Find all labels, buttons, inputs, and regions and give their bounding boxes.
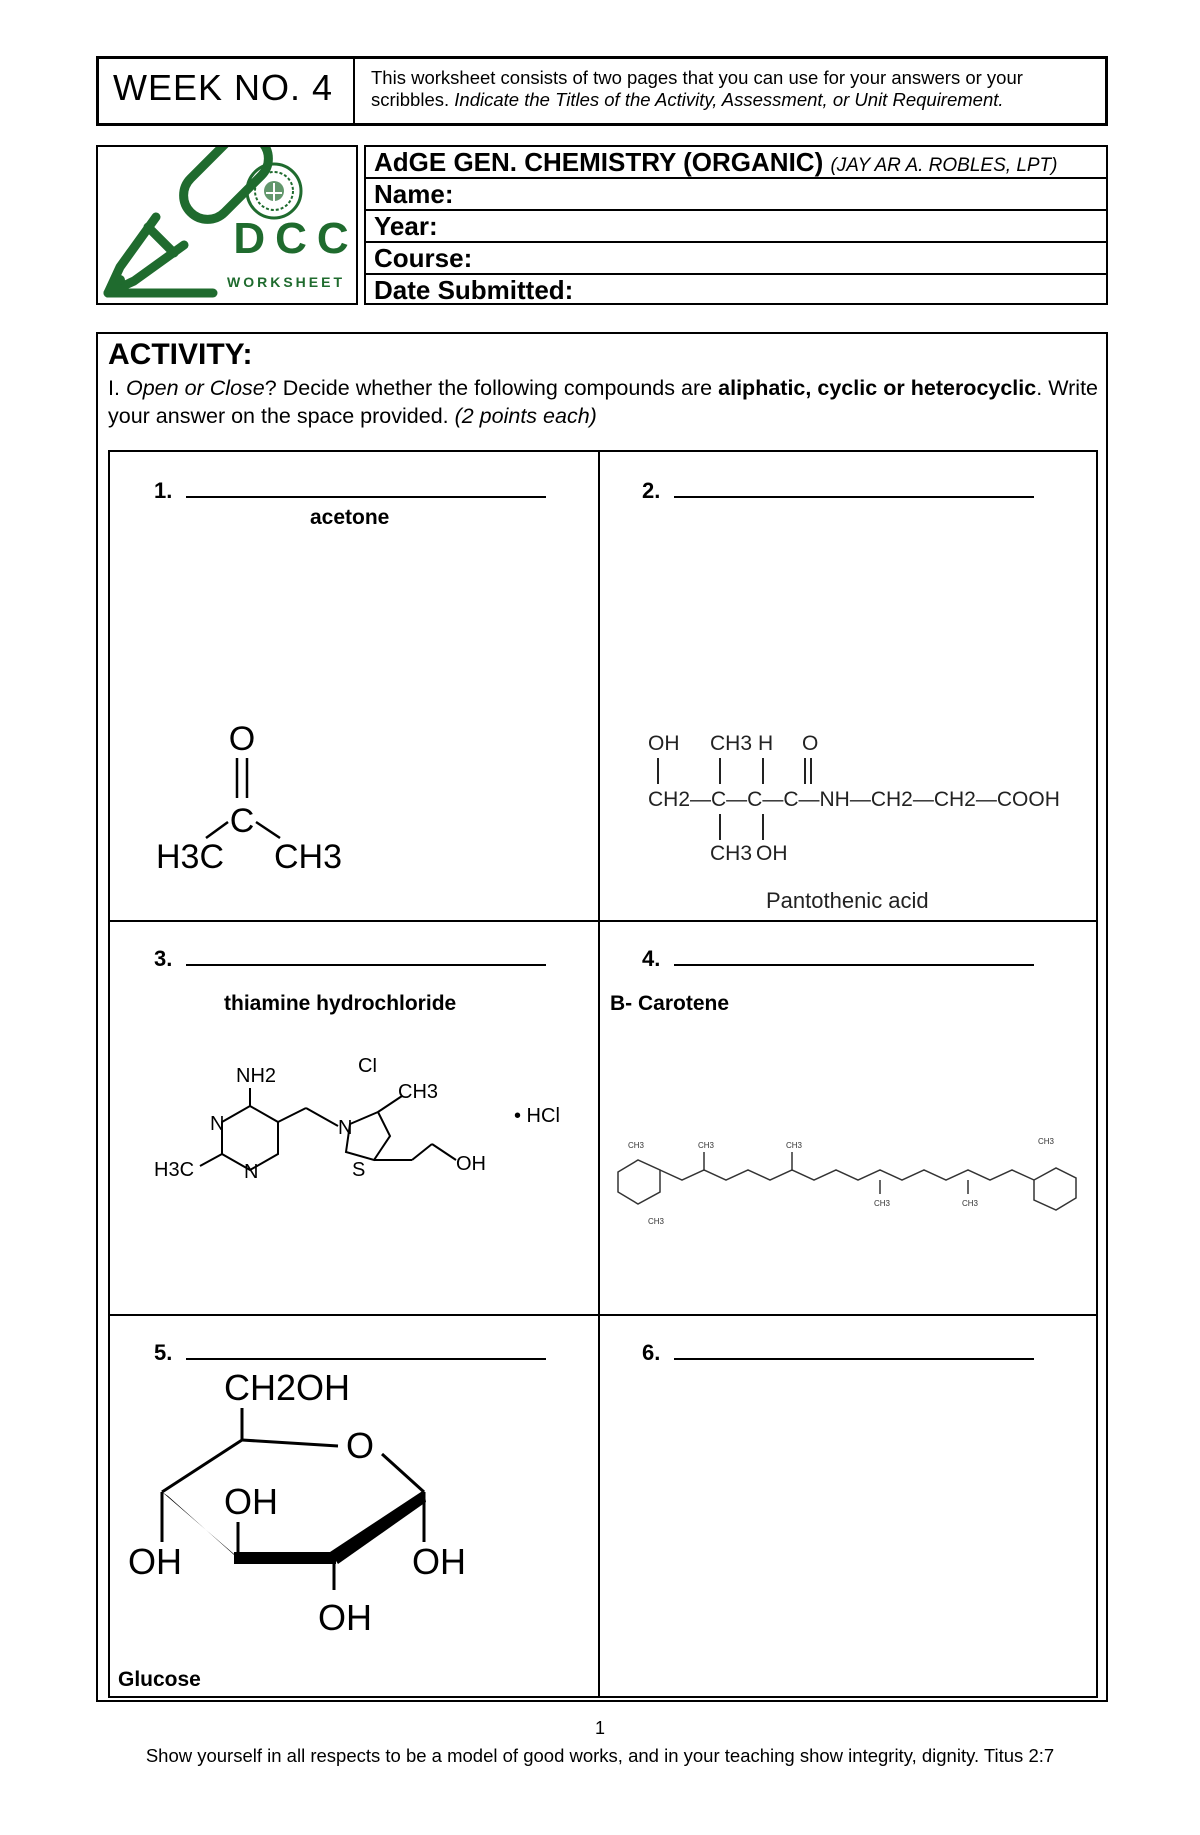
atom-label: OH xyxy=(648,732,680,755)
course-title-row xyxy=(366,147,1106,179)
question-number: 2. xyxy=(642,478,661,503)
question-number: 5. xyxy=(154,1340,173,1365)
instruction-bold: aliphatic, cyclic or heterocyclic xyxy=(718,376,1037,400)
worksheet-note-italic: Indicate the Titles of the Activity, Assessment, or Unit Requirement. xyxy=(454,89,1004,110)
activity-section xyxy=(96,332,1108,1702)
week-title: WEEK NO. 4 xyxy=(113,67,334,108)
atom-label: NH2 xyxy=(236,1065,277,1087)
atom-label: N xyxy=(244,1161,259,1183)
atom-label: CH3 xyxy=(274,838,343,876)
methyl-label: CH3 xyxy=(962,1199,979,1208)
atom-label: H3C xyxy=(154,1159,195,1181)
page-number: 1 xyxy=(594,1718,605,1738)
question-number: 1. xyxy=(154,478,173,503)
week-header xyxy=(96,56,1108,126)
atom-label: N xyxy=(210,1113,225,1135)
atom-label: H xyxy=(758,732,774,755)
methyl-label: CH3 xyxy=(628,1141,645,1150)
question-4 xyxy=(642,946,1034,972)
methyl-label: CH3 xyxy=(1038,1137,1055,1146)
methyl-label: CH3 xyxy=(648,1217,665,1226)
activity-instruction xyxy=(108,374,1098,430)
compound-label: acetone xyxy=(310,506,390,529)
compounds-grid xyxy=(108,450,1098,1698)
beta-carotene-structure xyxy=(608,1132,1088,1242)
atom-label: O xyxy=(346,1425,375,1466)
methyl-label: CH3 xyxy=(786,1141,803,1150)
atom-label: O xyxy=(802,732,819,755)
instruction-italic: Open or Close xyxy=(125,376,265,400)
atom-label: CH2OH xyxy=(224,1367,351,1408)
structure-caption: Pantothenic acid xyxy=(766,888,929,912)
atom-label: CH3 xyxy=(710,842,753,865)
acetone-structure xyxy=(146,698,346,878)
atom-label: CH3 xyxy=(710,732,753,755)
name-field: Name: xyxy=(366,179,1106,211)
answer-line[interactable] xyxy=(186,480,546,498)
answer-line[interactable] xyxy=(674,1342,1034,1360)
compound-label: thiamine hydrochloride xyxy=(224,992,457,1015)
worksheet-note-text: This worksheet consists of two pages that you can use for your answers or your scribbles. xyxy=(371,67,1023,110)
date-submitted-field: Date Submitted: xyxy=(374,275,574,305)
instructor-name: (JAY AR A. ROBLES, LPT) xyxy=(830,155,1058,176)
atom-label: S xyxy=(352,1159,366,1181)
question-number: 6. xyxy=(642,1340,661,1365)
instruction-end: . Write your answer on the space provided. xyxy=(108,376,1098,428)
methyl-label: CH3 xyxy=(698,1141,715,1150)
atom-label: OH xyxy=(224,1481,278,1522)
atom-label: CH3 xyxy=(398,1081,439,1103)
grid-divider-vertical xyxy=(598,452,600,1696)
worksheet-note xyxy=(371,67,1091,111)
atom-label: Cl xyxy=(358,1058,377,1077)
atom-label: C xyxy=(229,802,255,840)
instruction-points: (2 points each) xyxy=(454,404,597,428)
grid-divider-row2 xyxy=(110,1314,1096,1316)
course-title: AdGE GEN. CHEMISTRY (ORGANIC) xyxy=(374,147,824,177)
seal-icon xyxy=(247,164,301,218)
answer-line[interactable] xyxy=(674,480,1034,498)
question-6 xyxy=(642,1340,1034,1366)
student-info-table xyxy=(364,145,1108,305)
atom-label: O xyxy=(228,720,256,758)
atom-label: N xyxy=(338,1117,353,1139)
answer-line[interactable] xyxy=(674,948,1034,966)
atom-chain: CH2—C—C—C—NH—CH2—CH2—COOH xyxy=(648,788,1060,811)
course-field: Course: xyxy=(366,243,1106,275)
answer-line[interactable] xyxy=(186,948,546,966)
instruction-prefix: I. xyxy=(108,376,126,400)
atom-label: H3C xyxy=(156,838,225,876)
glucose-structure xyxy=(124,1362,504,1662)
pantothenic-acid-structure xyxy=(620,722,1090,912)
question-1 xyxy=(154,478,546,504)
atom-label: OH xyxy=(756,842,788,865)
pen-logo-icon xyxy=(98,147,356,303)
question-number: 3. xyxy=(154,946,173,971)
year-field: Year: xyxy=(366,211,1106,243)
atom-label: OH xyxy=(128,1541,182,1582)
footer-verse: Show yourself in all respects to be a model of good works, and in your teaching show integrity, dignity. Titus 2:7 xyxy=(145,1745,1055,1766)
question-number: 4. xyxy=(642,946,661,971)
atom-label: • HCl xyxy=(514,1105,560,1127)
compound-label: B- Carotene xyxy=(610,992,730,1015)
question-3 xyxy=(154,946,546,972)
dcc-logo xyxy=(96,145,358,305)
logo-subtitle: WORKSHEET xyxy=(227,274,345,290)
compound-label: Glucose xyxy=(118,1668,201,1691)
atom-label: OH xyxy=(318,1597,372,1638)
thiamine-structure xyxy=(150,1058,590,1208)
instruction-mid: ? Decide whether the following compounds are xyxy=(264,376,719,400)
question-2 xyxy=(642,478,1034,504)
grid-divider-row1 xyxy=(110,920,1096,922)
atom-label: OH xyxy=(412,1541,466,1582)
atom-label: OH xyxy=(456,1153,486,1175)
activity-title: ACTIVITY: xyxy=(108,338,253,371)
week-number-cell xyxy=(99,59,355,123)
logo-letters: DCC xyxy=(233,214,356,263)
methyl-label: CH3 xyxy=(874,1199,891,1208)
answer-line[interactable] xyxy=(186,1342,546,1360)
